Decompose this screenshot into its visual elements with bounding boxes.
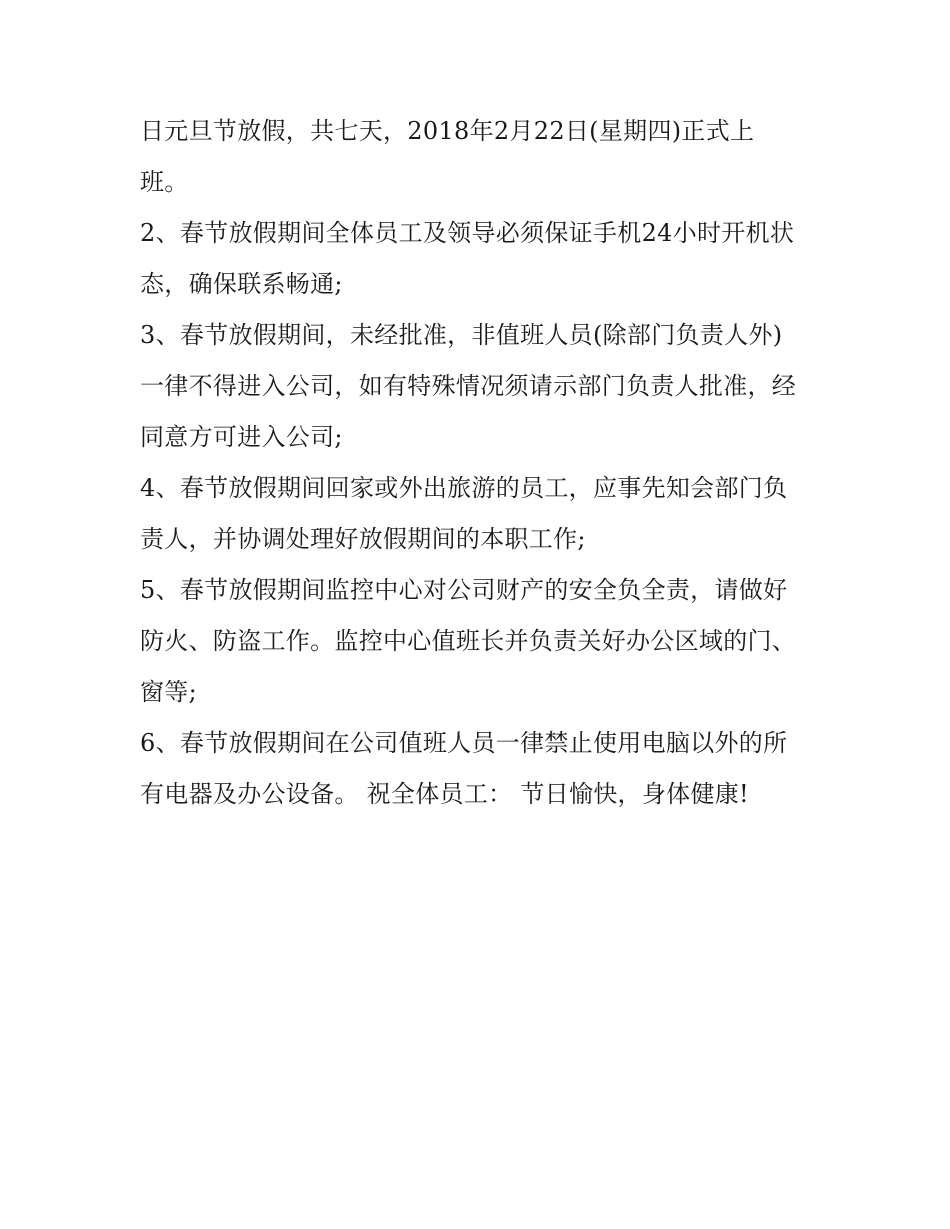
text-line: 日元旦节放假，共七天，2018年2月22日(星期四)正式上 (140, 117, 755, 145)
text-line: 6、春节放假期间在公司值班人员一律禁止使用电脑以外的所 (140, 729, 788, 757)
text-line: 2、春节放假期间全体员工及领导必须保证手机24小时开机状 (140, 219, 795, 247)
text-line: 窗等; (140, 678, 197, 706)
text-line: 同意方可进入公司; (140, 423, 343, 451)
text-line: 态，确保联系畅通; (140, 270, 343, 298)
text-line: 一律不得进入公司，如有特殊情况须请示部门负责人批准，经 (140, 372, 797, 400)
document-body (140, 106, 820, 820)
text-line: 5、春节放假期间监控中心对公司财产的安全负全责，请做好 (140, 576, 788, 604)
text-line: 有电器及办公设备。 祝全体员工： 节日愉快，身体健康! (140, 780, 750, 808)
text-line: 班。 (140, 168, 189, 196)
text-line: 4、春节放假期间回家或外出旅游的员工，应事先知会部门负 (140, 474, 788, 502)
text-line: 3、春节放假期间，未经批准，非值班人员(除部门负责人外) (140, 321, 783, 349)
text-line: 责人，并协调处理好放假期间的本职工作; (140, 525, 586, 553)
text-line: 防火、防盗工作。监控中心值班长并负责关好办公区域的门、 (140, 627, 797, 655)
